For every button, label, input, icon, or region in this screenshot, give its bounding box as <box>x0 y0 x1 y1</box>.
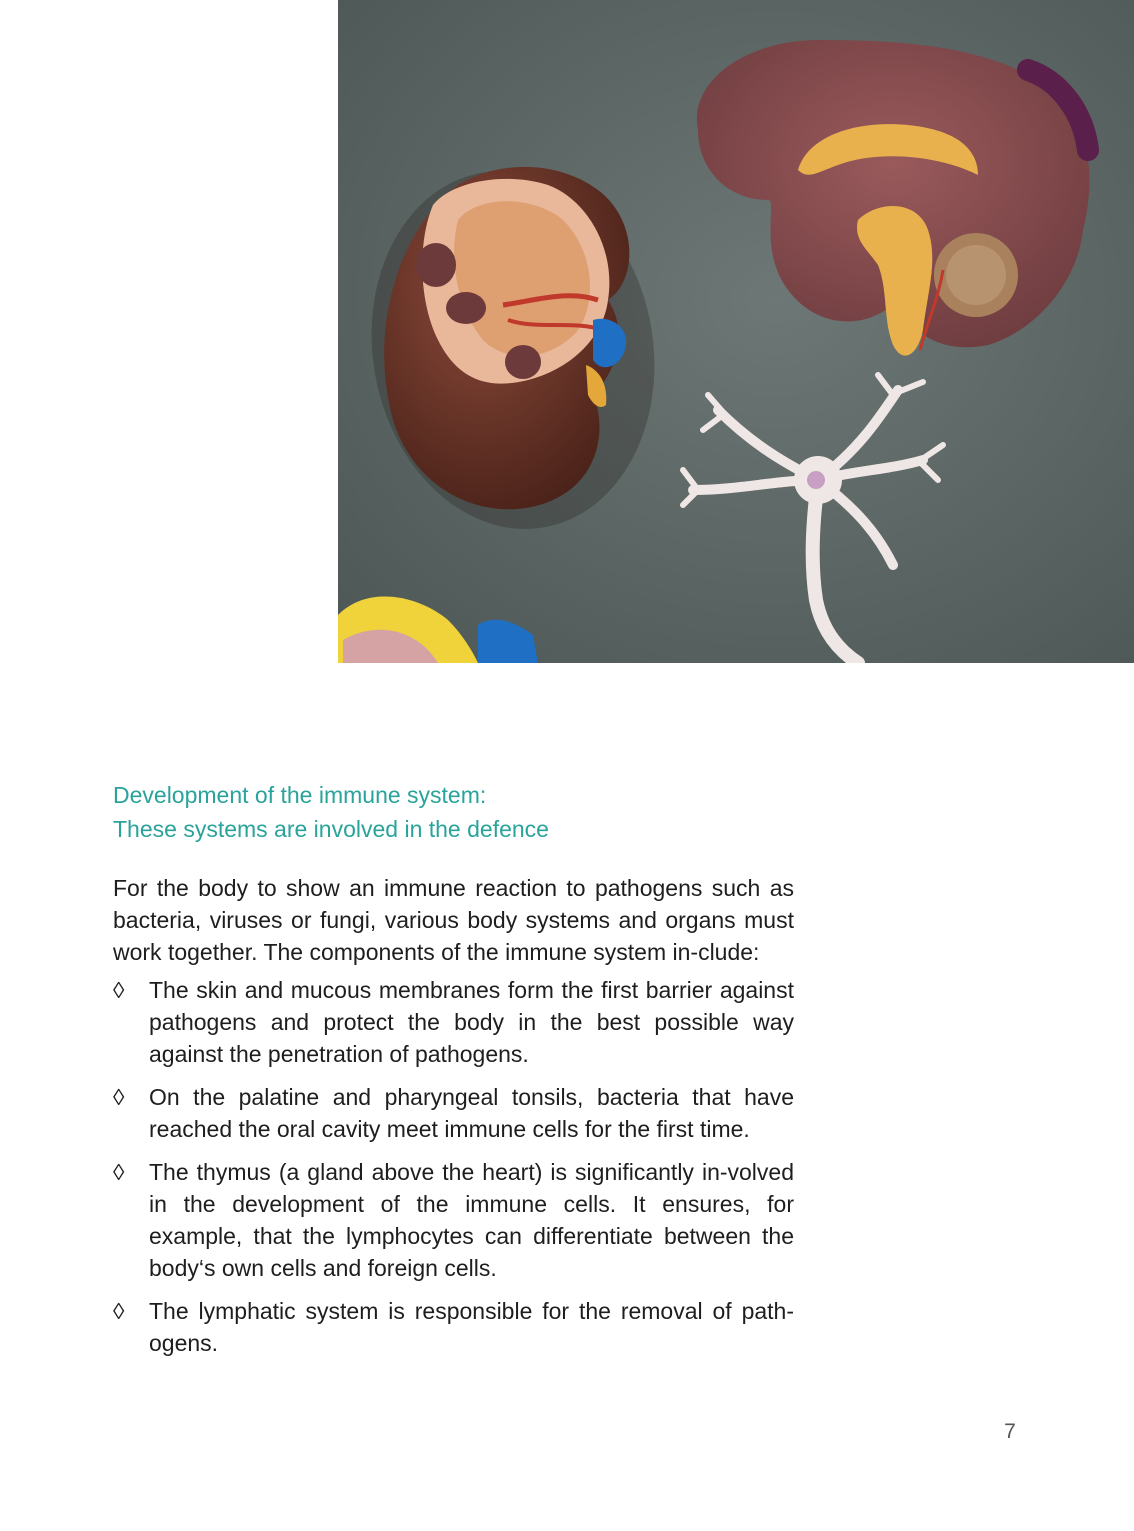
list-item <box>113 1156 794 1284</box>
heading-line-1: Development of the immune system: <box>113 782 487 808</box>
heading-line-2: These systems are involved in the defence <box>113 816 549 842</box>
list-item <box>113 1295 794 1359</box>
list-item-text: On the palatine and pharyngeal tonsils, bacteria that have reached the oral cavity meet immune cells for the first time. <box>149 1084 794 1142</box>
list-item-text: The skin and mucous membranes form the first barrier against pathogens and protect the body in the best possible way against the penetration of pathogens. <box>149 977 794 1067</box>
diamond-bullet-icon: ◊ <box>113 1298 125 1324</box>
list-item <box>113 1081 794 1145</box>
section-heading <box>113 778 794 846</box>
list-item-text: The thymus (a gland above the heart) is significantly in-volved in the development of the immune cells. It ensures, for example, that the lymphocytes can differentiate between the body‘s own cells and foreign cells. <box>149 1159 794 1281</box>
anatomy-models-photo <box>338 0 1134 663</box>
components-list <box>113 974 794 1359</box>
page-number: 7 <box>1004 1420 1016 1443</box>
diamond-bullet-icon: ◊ <box>113 1159 125 1185</box>
article-section <box>113 778 794 1370</box>
intro-paragraph: For the body to show an immune reaction to pathogens such as bacteria, viruses or fungi, various body systems and organs must work together. The components of the immune system in-clude: <box>113 875 794 965</box>
list-item <box>113 974 794 1070</box>
diamond-bullet-icon: ◊ <box>113 977 125 1003</box>
diamond-bullet-icon: ◊ <box>113 1084 125 1110</box>
list-item-text: The lymphatic system is responsible for the removal of path-ogens. <box>149 1298 794 1356</box>
